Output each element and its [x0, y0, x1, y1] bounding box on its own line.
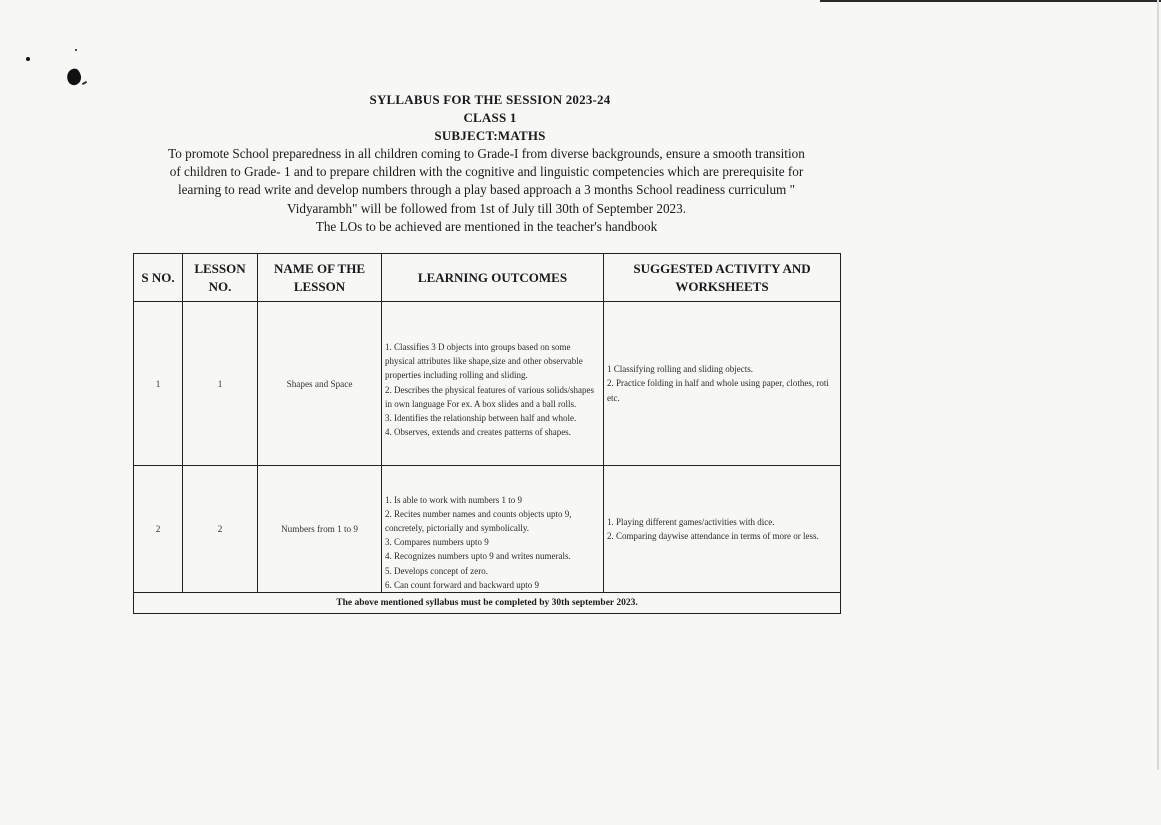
table-row: [134, 302, 841, 466]
activity-item: 1 Classifying rolling and sliding objects.: [607, 364, 753, 375]
activity-item: 2. Comparing daywise attendance in terms of more or less.: [607, 531, 819, 541]
intro-line: learning to read write and develop numbers through a play based approach a 3 months School readiness curriculum ": [178, 182, 795, 198]
header-lesson-no: LESSON NO.: [183, 254, 258, 302]
table-row: [134, 466, 841, 593]
outcome-item: 4. Recognizes numbers upto 9 and writes numerals.: [385, 551, 571, 562]
scan-edge-top: [820, 0, 1161, 2]
intro-paragraph: [135, 145, 838, 236]
outcome-item: 2. Describes the physical features of various solids/shapes in own language For ex. A box slides and a ball rolls.: [385, 384, 594, 409]
row-lesson-name: Numbers from 1 to 9: [258, 466, 382, 593]
document-title: SYLLABUS FOR THE SESSION 2023-24: [369, 92, 611, 107]
scan-edge-right: [1157, 0, 1159, 770]
intro-line: The LOs to be achieved are mentioned in the teacher's handbook: [315, 218, 658, 234]
table-footer-row: [134, 593, 841, 614]
header-lesson-name: NAME OF THE LESSON: [258, 254, 382, 302]
syllabus-table: [133, 253, 841, 614]
row-sno: 2: [134, 466, 183, 593]
table-header-row: [134, 254, 841, 302]
class-label: CLASS 1: [463, 110, 517, 125]
row-lesson-no: 2: [183, 466, 258, 593]
row-learning-outcomes: [382, 302, 604, 466]
header-learning-outcomes: LEARNING OUTCOMES: [382, 254, 604, 302]
scan-speck: [26, 57, 30, 61]
outcome-item: 4. Observes, extends and creates patterns of shapes.: [385, 427, 571, 438]
header-suggested-activity: SUGGESTED ACTIVITY AND WORKSHEETS: [604, 254, 841, 302]
activity-item: 1. Playing different games/activities with dice.: [607, 516, 775, 527]
row-sno: 1: [134, 302, 183, 466]
row-learning-outcomes: [382, 466, 604, 593]
row-lesson-no: 1: [183, 302, 258, 466]
header-sno: S NO.: [134, 254, 183, 302]
row-lesson-name: Shapes and Space: [258, 302, 382, 466]
row-suggested-activity: [604, 466, 841, 593]
outcome-item: 3. Compares numbers upto 9: [385, 537, 489, 548]
outcome-item: 3. Identifies the relationship between half and whole.: [385, 413, 577, 424]
completion-note: The above mentioned syllabus must be completed by 30th september 2023.: [134, 593, 841, 614]
row-suggested-activity: [604, 302, 841, 466]
ink-blot-tail: [82, 81, 87, 85]
outcome-item: 6. Can count forward and backward upto 9: [385, 579, 539, 590]
scan-speck: [75, 49, 77, 51]
outcome-item: 2. Recites number names and counts objects upto 9, concretely, pictorially and symbolically.: [385, 508, 572, 533]
intro-line: of children to Grade- 1 and to prepare children with the cognitive and linguistic competencies which are prerequisite for: [169, 164, 804, 180]
intro-line: To promote School preparedness in all children coming to Grade-I from diverse backgrounds, ensure a smooth transition: [168, 146, 805, 161]
outcome-item: 5. Develops concept of zero.: [385, 565, 488, 576]
subject-label: SUBJECT:MATHS: [434, 128, 546, 143]
ink-blot: [65, 67, 84, 87]
activity-item: 2. Practice folding in half and whole using paper, clothes, roti etc.: [607, 378, 829, 403]
intro-line: Vidyarambh" will be followed from 1st of July till 30th of September 2023.: [286, 200, 687, 216]
outcome-item: 1. Classifies 3 D objects into groups based on some physical attributes like shape,size and other observable properties including rolling and sliding.: [385, 342, 583, 381]
outcome-item: 1. Is able to work with numbers 1 to 9: [385, 494, 522, 505]
